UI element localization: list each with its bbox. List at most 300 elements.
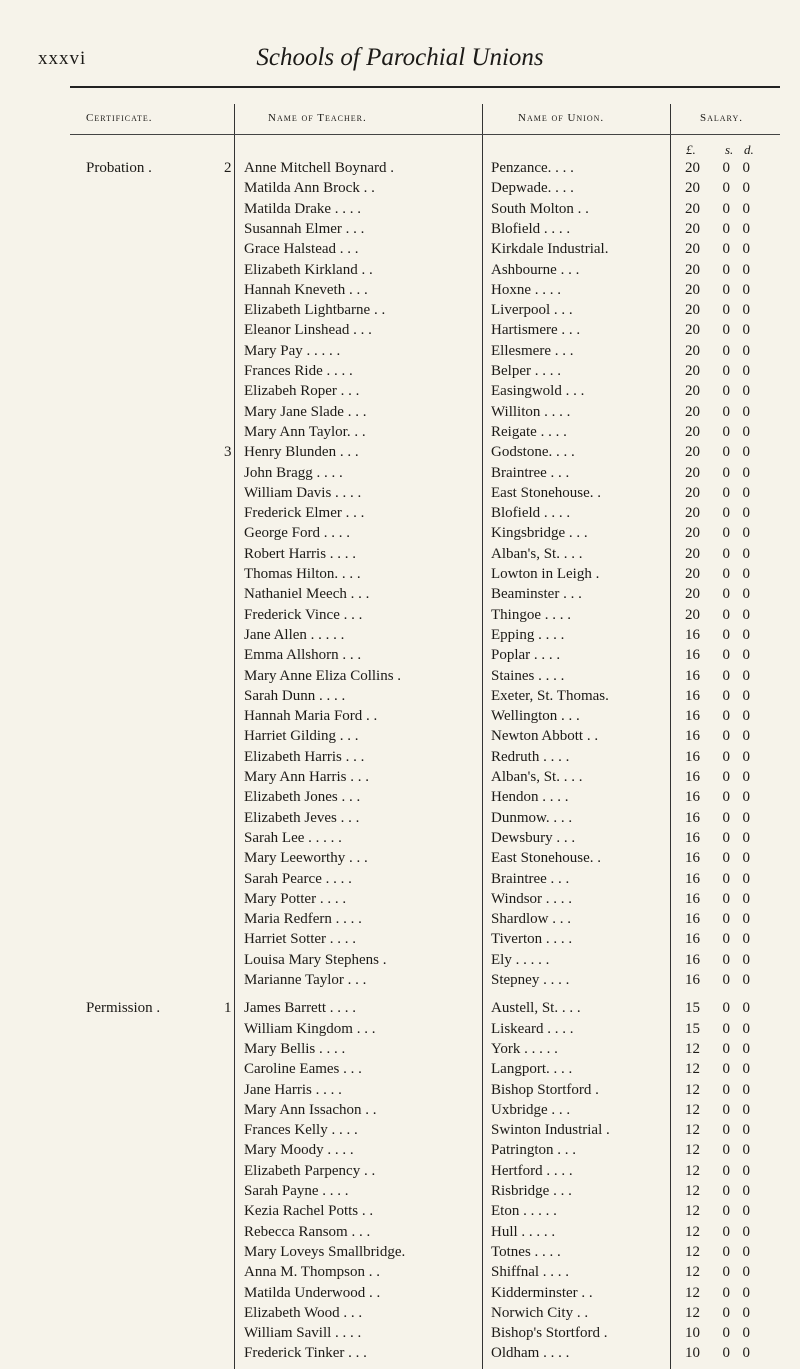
salary-pence-cell: 0 <box>742 566 750 582</box>
table-row <box>0 1262 800 1282</box>
teacher-name-cell: Sarah Pearce . . . . <box>244 870 352 887</box>
table-row <box>0 402 800 422</box>
salary-pounds-cell: 12 <box>685 1203 700 1220</box>
teacher-name-cell: Matilda Underwood . . <box>244 1284 381 1301</box>
salary-shillings-cell: 0 <box>722 667 730 684</box>
union-name-cell: Swinton Industrial . <box>491 1122 610 1139</box>
salary-shillings-cell: 0 <box>722 951 730 968</box>
salary-pence-cell: 0 <box>742 809 750 826</box>
salary-pence-cell: 0 <box>742 1223 750 1240</box>
salary-shillings-cell: 0 <box>722 1162 730 1179</box>
union-name-cell: Hendon . . . . <box>491 789 569 806</box>
salary-pounds-cell: 16 <box>685 708 700 725</box>
teacher-name-cell: Susannah Elmer . . . <box>244 220 365 237</box>
salary-pounds-cell: 20 <box>685 200 700 217</box>
salary-shillings-cell: 0 <box>722 505 730 522</box>
salary-pounds-cell: 12 <box>685 1264 700 1281</box>
teacher-name-cell: Frederick Elmer . . . <box>244 505 365 522</box>
salary-shillings-cell: 0 <box>722 1223 730 1240</box>
union-name-cell: East Stonehouse. . <box>491 850 601 867</box>
salary-pence-cell: 0 <box>742 708 750 725</box>
table-row <box>0 503 800 523</box>
salary-pounds-cell: 12 <box>685 1223 700 1240</box>
salary-pence-cell: 0 <box>742 1061 750 1078</box>
union-name-cell: Easingwold . . . <box>491 383 585 400</box>
salary-pence-cell: 0 <box>742 931 750 948</box>
salary-pence-cell: 0 <box>742 667 750 684</box>
salary-shillings-cell: 0 <box>722 464 730 481</box>
union-name-cell: Shiffnal . . . . <box>491 1264 570 1281</box>
table-row <box>0 199 800 219</box>
salary-shillings-cell: 0 <box>722 383 730 400</box>
salary-shillings-cell: 0 <box>722 363 730 379</box>
header-union: Name of Union. <box>518 112 605 124</box>
salary-shillings-cell: 0 <box>722 281 730 298</box>
salary-pounds-cell: 20 <box>685 444 700 461</box>
table-row <box>0 178 800 198</box>
salary-pounds-cell: 16 <box>685 890 700 907</box>
teacher-name-cell: Mary Anne Eliza Collins . <box>244 667 402 684</box>
salary-pence-cell: 0 <box>742 1304 750 1321</box>
union-name-cell: Tiverton . . . . <box>491 931 573 948</box>
teacher-name-cell: Frances Ride . . . . <box>244 363 353 379</box>
table-row <box>0 320 800 340</box>
union-name-cell: Hartismere . . . <box>491 322 581 339</box>
class-cell: 1 <box>224 1000 232 1017</box>
salary-shillings-cell: 0 <box>722 403 730 420</box>
salary-pounds-cell: 16 <box>685 647 700 664</box>
salary-shillings-cell: 0 <box>722 241 730 258</box>
salary-pounds-cell: 20 <box>685 322 700 339</box>
salary-pence-cell: 0 <box>742 1284 750 1301</box>
table-row <box>0 1201 800 1221</box>
salary-pence-cell: 0 <box>742 1183 750 1199</box>
salary-pounds-cell: 16 <box>685 931 700 948</box>
teacher-name-cell: Elizabeth Kirkland . . <box>244 261 373 278</box>
table-row <box>0 1323 800 1343</box>
salary-pence-cell: 0 <box>742 464 750 481</box>
teacher-name-cell: Hannah Maria Ford . . <box>244 708 378 725</box>
salary-pounds-cell: 12 <box>685 1304 700 1321</box>
salary-pounds-cell: 12 <box>685 1101 700 1118</box>
salary-pence-cell: 0 <box>742 951 750 968</box>
teacher-name-cell: Elizabeth Parpency . . <box>244 1162 376 1179</box>
salary-pounds-cell: 16 <box>685 769 700 785</box>
table-row <box>0 970 800 990</box>
salary-pence-cell: 0 <box>742 870 750 887</box>
union-name-cell: Eton . . . . . <box>491 1203 557 1220</box>
salary-pence-cell: 0 <box>742 1345 750 1362</box>
salary-shillings-cell: 0 <box>722 566 730 582</box>
salary-pounds-cell: 20 <box>685 241 700 258</box>
union-name-cell: Lowton in Leigh . <box>491 566 600 582</box>
salary-pounds-cell: 16 <box>685 870 700 887</box>
salary-shillings-cell: 0 <box>722 1264 730 1281</box>
header-certificate: Certificate. <box>86 112 153 124</box>
salary-shillings-cell: 0 <box>722 1101 730 1118</box>
teacher-name-cell: Elizabeth Lightbarne . . <box>244 302 386 319</box>
salary-pounds-cell: 20 <box>685 505 700 522</box>
table-row <box>0 219 800 239</box>
union-name-cell: Kidderminster . . <box>491 1284 593 1301</box>
salary-shillings-cell: 0 <box>722 1203 730 1220</box>
salary-pence-cell: 0 <box>742 606 750 623</box>
table-row <box>0 381 800 401</box>
teacher-name-cell: William Davis . . . . <box>244 484 362 501</box>
salary-shillings-cell: 0 <box>722 1183 730 1199</box>
salary-shillings-cell: 0 <box>722 647 730 664</box>
salary-pounds-cell: 20 <box>685 302 700 319</box>
teacher-name-cell: William Savill . . . . <box>244 1325 362 1342</box>
salary-pence-cell: 0 <box>742 200 750 217</box>
salary-pounds-cell: 20 <box>685 180 700 197</box>
header-teacher: Name of Teacher. <box>268 112 367 124</box>
salary-shillings-cell: 0 <box>722 1000 730 1017</box>
salary-shillings-cell: 0 <box>722 180 730 197</box>
union-name-cell: Langport. . . . <box>491 1061 573 1078</box>
union-name-cell: Blofield . . . . <box>491 220 571 237</box>
salary-pence-cell: 0 <box>742 748 750 765</box>
salary-pence-cell: 0 <box>742 769 750 785</box>
salary-pence-cell: 0 <box>742 586 750 603</box>
salary-pounds-cell: 16 <box>685 626 700 643</box>
teacher-name-cell: Thomas Hilton. . . . <box>244 566 361 582</box>
salary-shillings-cell: 0 <box>722 1345 730 1362</box>
table-row <box>0 808 800 828</box>
salary-pence-cell: 0 <box>742 647 750 664</box>
union-name-cell: Totnes . . . . <box>491 1243 561 1260</box>
union-name-cell: Godstone. . . . <box>491 444 575 461</box>
salary-pence-cell: 0 <box>742 545 750 562</box>
header-rule <box>482 134 670 135</box>
teacher-name-cell: Mary Moody . . . . <box>244 1142 354 1159</box>
union-name-cell: Liskeard . . . . <box>491 1020 574 1037</box>
teacher-name-cell: Emma Allshorn . . . <box>244 647 362 664</box>
class-cell: 3 <box>224 444 232 461</box>
union-name-cell: Ely . . . . . <box>491 951 550 968</box>
salary-pounds-cell: 20 <box>685 484 700 501</box>
table-row <box>0 1059 800 1079</box>
union-name-cell: Belper . . . . <box>491 363 561 379</box>
salary-pence-cell: 0 <box>742 1264 750 1281</box>
union-name-cell: Uxbridge . . . <box>491 1101 571 1118</box>
salary-pounds-cell: 15 <box>685 1020 700 1037</box>
table-row <box>0 828 800 848</box>
salary-pence-cell: 0 <box>742 1243 750 1260</box>
salary-shillings-cell: 0 <box>722 484 730 501</box>
table-row <box>0 300 800 320</box>
table-row <box>0 1100 800 1120</box>
table-row <box>0 1039 800 1059</box>
header-rule <box>70 134 234 135</box>
salary-pence-cell: 0 <box>742 261 750 278</box>
teacher-name-cell: Frederick Tinker . . . <box>244 1345 367 1362</box>
salary-shillings-cell: 0 <box>722 1142 730 1159</box>
salary-pounds-cell: 12 <box>685 1142 700 1159</box>
salary-pounds-cell: 16 <box>685 789 700 806</box>
unit-shillings: s. <box>725 142 734 157</box>
salary-pence-cell: 0 <box>742 1081 750 1098</box>
union-name-cell: Beaminster . . . <box>491 586 582 603</box>
salary-pounds-cell: 16 <box>685 748 700 765</box>
teacher-name-cell: Matilda Ann Brock . . <box>244 180 375 197</box>
salary-pence-cell: 0 <box>742 403 750 420</box>
table-row <box>0 564 800 584</box>
teacher-name-cell: Mary Loveys Smallbridge. <box>244 1243 406 1260</box>
teacher-name-cell: Caroline Eames . . . <box>244 1061 362 1078</box>
salary-pence-cell: 0 <box>742 160 750 176</box>
union-name-cell: South Molton . . <box>491 200 589 217</box>
teacher-name-cell: Elizabeth Jeves . . . <box>244 809 360 826</box>
union-name-cell: Austell, St. . . . <box>491 1000 581 1017</box>
teacher-name-cell: Mary Bellis . . . . <box>244 1040 346 1057</box>
teacher-name-cell: Grace Halstead . . . <box>244 241 359 258</box>
salary-pounds-cell: 12 <box>685 1040 700 1057</box>
table-row <box>0 1242 800 1262</box>
salary-shillings-cell: 0 <box>722 748 730 765</box>
salary-pounds-cell: 20 <box>685 606 700 623</box>
salary-pounds-cell: 16 <box>685 850 700 867</box>
certificate-cell: Probation . <box>86 160 152 176</box>
table-row <box>0 1080 800 1100</box>
salary-pounds-cell: 16 <box>685 951 700 968</box>
union-name-cell: Williton . . . . <box>491 403 571 420</box>
teacher-name-cell: Mary Ann Taylor. . . <box>244 423 366 440</box>
salary-pence-cell: 0 <box>742 1122 750 1139</box>
salary-pounds-cell: 20 <box>685 363 700 379</box>
union-name-cell: Braintree . . . <box>491 464 570 481</box>
teacher-name-cell: Harriet Sotter . . . . <box>244 931 357 948</box>
salary-shillings-cell: 0 <box>722 322 730 339</box>
unit-pence: d. <box>744 142 754 157</box>
salary-shillings-cell: 0 <box>722 220 730 237</box>
table-row <box>0 523 800 543</box>
union-name-cell: Shardlow . . . <box>491 911 571 928</box>
table-row <box>0 706 800 726</box>
salary-pounds-cell: 12 <box>685 1243 700 1260</box>
union-name-cell: Depwade. . . . <box>491 180 574 197</box>
table-row <box>0 239 800 259</box>
salary-shillings-cell: 0 <box>722 687 730 704</box>
salary-pounds-cell: 16 <box>685 667 700 684</box>
table-row <box>0 260 800 280</box>
table-row <box>0 787 800 807</box>
header-rule <box>670 134 780 135</box>
salary-shillings-cell: 0 <box>722 769 730 785</box>
salary-shillings-cell: 0 <box>722 870 730 887</box>
table-row <box>0 848 800 868</box>
table-row <box>0 1019 800 1039</box>
header-rule <box>234 134 482 135</box>
union-name-cell: Windsor . . . . <box>491 890 573 907</box>
salary-pounds-cell: 20 <box>685 383 700 400</box>
teacher-name-cell: Frances Kelly . . . . <box>244 1122 358 1139</box>
table-row <box>0 645 800 665</box>
union-name-cell: Hoxne . . . . <box>491 281 561 298</box>
union-name-cell: Thingoe . . . . <box>491 606 571 623</box>
table-row <box>0 869 800 889</box>
salary-pence-cell: 0 <box>742 505 750 522</box>
salary-shillings-cell: 0 <box>722 1061 730 1078</box>
salary-shillings-cell: 0 <box>722 626 730 643</box>
page-number: xxxvi <box>38 48 87 69</box>
teacher-name-cell: Jane Allen . . . . . <box>244 626 345 643</box>
salary-pence-cell: 0 <box>742 1203 750 1220</box>
salary-shillings-cell: 0 <box>722 261 730 278</box>
teacher-name-cell: Frederick Vince . . . <box>244 606 363 623</box>
salary-pounds-cell: 12 <box>685 1162 700 1179</box>
teacher-name-cell: Sarah Payne . . . . <box>244 1183 349 1199</box>
salary-pence-cell: 0 <box>742 626 750 643</box>
union-name-cell: Oldham . . . . <box>491 1345 570 1362</box>
salary-shillings-cell: 0 <box>722 728 730 745</box>
union-name-cell: Stepney . . . . <box>491 972 570 988</box>
salary-pounds-cell: 12 <box>685 1284 700 1301</box>
table-row <box>0 280 800 300</box>
salary-pence-cell: 0 <box>742 1101 750 1118</box>
running-head: Schools of Parochial Unions <box>256 44 544 71</box>
teacher-name-cell: Henry Blunden . . . <box>244 444 359 461</box>
union-name-cell: York . . . . . <box>491 1040 558 1057</box>
salary-pence-cell: 0 <box>742 322 750 339</box>
table-row <box>0 1161 800 1181</box>
unit-pounds: £. <box>686 142 696 157</box>
teacher-name-cell: Hannah Kneveth . . . <box>244 281 368 298</box>
table-row <box>0 1283 800 1303</box>
teacher-name-cell: Matilda Drake . . . . <box>244 200 362 217</box>
salary-shillings-cell: 0 <box>722 1304 730 1321</box>
union-name-cell: Risbridge . . . <box>491 1183 572 1199</box>
teacher-name-cell: James Barrett . . . . <box>244 1000 357 1017</box>
teacher-name-cell: Harriet Gilding . . . <box>244 728 359 745</box>
salary-shillings-cell: 0 <box>722 789 730 806</box>
teacher-name-cell: Nathaniel Meech . . . <box>244 586 370 603</box>
table-row <box>0 1120 800 1140</box>
teacher-name-cell: Elizabeth Jones . . . <box>244 789 361 806</box>
salary-pence-cell: 0 <box>742 220 750 237</box>
table-row <box>0 158 800 178</box>
salary-shillings-cell: 0 <box>722 972 730 988</box>
union-name-cell: Alban's, St. . . . <box>491 545 583 562</box>
table-row <box>0 625 800 645</box>
salary-pence-cell: 0 <box>742 890 750 907</box>
salary-pounds-cell: 16 <box>685 687 700 704</box>
teacher-name-cell: Mary Ann Issachon . . <box>244 1101 377 1118</box>
salary-pounds-cell: 20 <box>685 403 700 420</box>
union-name-cell: Hertford . . . . <box>491 1162 573 1179</box>
salary-shillings-cell: 0 <box>722 545 730 562</box>
salary-pence-cell: 0 <box>742 484 750 501</box>
table-row <box>0 1303 800 1323</box>
salary-pounds-cell: 16 <box>685 972 700 988</box>
certificate-cell: Permission . <box>86 1000 161 1017</box>
top-rule <box>70 86 780 88</box>
teacher-name-cell: Mary Ann Harris . . . <box>244 769 369 785</box>
salary-pence-cell: 0 <box>742 687 750 704</box>
union-name-cell: Redruth . . . . <box>491 748 570 765</box>
teacher-name-cell: George Ford . . . . <box>244 525 350 542</box>
salary-shillings-cell: 0 <box>722 890 730 907</box>
teacher-name-cell: Eleanor Linshead . . . <box>244 322 372 339</box>
salary-pounds-cell: 10 <box>685 1345 700 1362</box>
salary-shillings-cell: 0 <box>722 708 730 725</box>
table-row <box>0 544 800 564</box>
salary-pence-cell: 0 <box>742 1162 750 1179</box>
table-row <box>0 463 800 483</box>
union-name-cell: Penzance. . . . <box>491 160 574 176</box>
union-name-cell: Liverpool . . . <box>491 302 573 319</box>
teacher-name-cell: Anna M. Thompson . . <box>244 1264 380 1281</box>
salary-pounds-cell: 12 <box>685 1183 700 1199</box>
salary-shillings-cell: 0 <box>722 850 730 867</box>
salary-shillings-cell: 0 <box>722 829 730 846</box>
teacher-name-cell: Mary Pay . . . . . <box>244 342 341 359</box>
table-row <box>0 950 800 970</box>
salary-shillings-cell: 0 <box>722 809 730 826</box>
union-name-cell: Reigate . . . . <box>491 423 567 440</box>
salary-pence-cell: 0 <box>742 789 750 806</box>
table-row <box>0 361 800 381</box>
salary-pounds-cell: 20 <box>685 586 700 603</box>
table-row <box>0 929 800 949</box>
table-row <box>0 1140 800 1160</box>
teacher-name-cell: Kezia Rachel Potts . . <box>244 1203 374 1220</box>
union-name-cell: Patrington . . . <box>491 1142 576 1159</box>
salary-pence-cell: 0 <box>742 728 750 745</box>
union-name-cell: Ellesmere . . . <box>491 342 574 359</box>
teacher-name-cell: John Bragg . . . . <box>244 464 343 481</box>
salary-pounds-cell: 20 <box>685 220 700 237</box>
teacher-name-cell: Marianne Taylor . . . <box>244 972 367 988</box>
salary-shillings-cell: 0 <box>722 1284 730 1301</box>
salary-pence-cell: 0 <box>742 525 750 542</box>
salary-shillings-cell: 0 <box>722 1040 730 1057</box>
table-row <box>0 1222 800 1242</box>
union-name-cell: Exeter, St. Thomas. <box>491 687 609 704</box>
salary-pence-cell: 0 <box>742 302 750 319</box>
table-row <box>0 767 800 787</box>
salary-pounds-cell: 20 <box>685 261 700 278</box>
table-row <box>0 341 800 361</box>
teacher-name-cell: Anne Mitchell Boynard . <box>244 160 394 176</box>
union-name-cell: Norwich City . . <box>491 1304 589 1321</box>
union-name-cell: Wellington . . . <box>491 708 580 725</box>
teacher-name-cell: Elizabeh Roper . . . <box>244 383 360 400</box>
salary-pounds-cell: 16 <box>685 809 700 826</box>
union-name-cell: Epping . . . . <box>491 626 565 643</box>
salary-shillings-cell: 0 <box>722 160 730 176</box>
salary-pounds-cell: 20 <box>685 160 700 176</box>
union-name-cell: East Stonehouse. . <box>491 484 601 501</box>
teacher-name-cell: Maria Redfern . . . . <box>244 911 362 928</box>
salary-pounds-cell: 20 <box>685 545 700 562</box>
teacher-name-cell: Jane Harris . . . . <box>244 1081 342 1098</box>
table-row <box>0 422 800 442</box>
union-name-cell: Staines . . . . <box>491 667 565 684</box>
salary-pence-cell: 0 <box>742 241 750 258</box>
salary-pounds-cell: 20 <box>685 566 700 582</box>
salary-shillings-cell: 0 <box>722 1243 730 1260</box>
union-name-cell: Hull . . . . . <box>491 1223 556 1240</box>
teacher-name-cell: Mary Potter . . . . <box>244 890 347 907</box>
union-name-cell: Kingsbridge . . . <box>491 525 588 542</box>
teacher-name-cell: Mary Leeworthy . . . <box>244 850 368 867</box>
salary-pence-cell: 0 <box>742 1142 750 1159</box>
salary-pence-cell: 0 <box>742 342 750 359</box>
table-row <box>0 747 800 767</box>
union-name-cell: Ashbourne . . . <box>491 261 580 278</box>
salary-pounds-cell: 20 <box>685 525 700 542</box>
